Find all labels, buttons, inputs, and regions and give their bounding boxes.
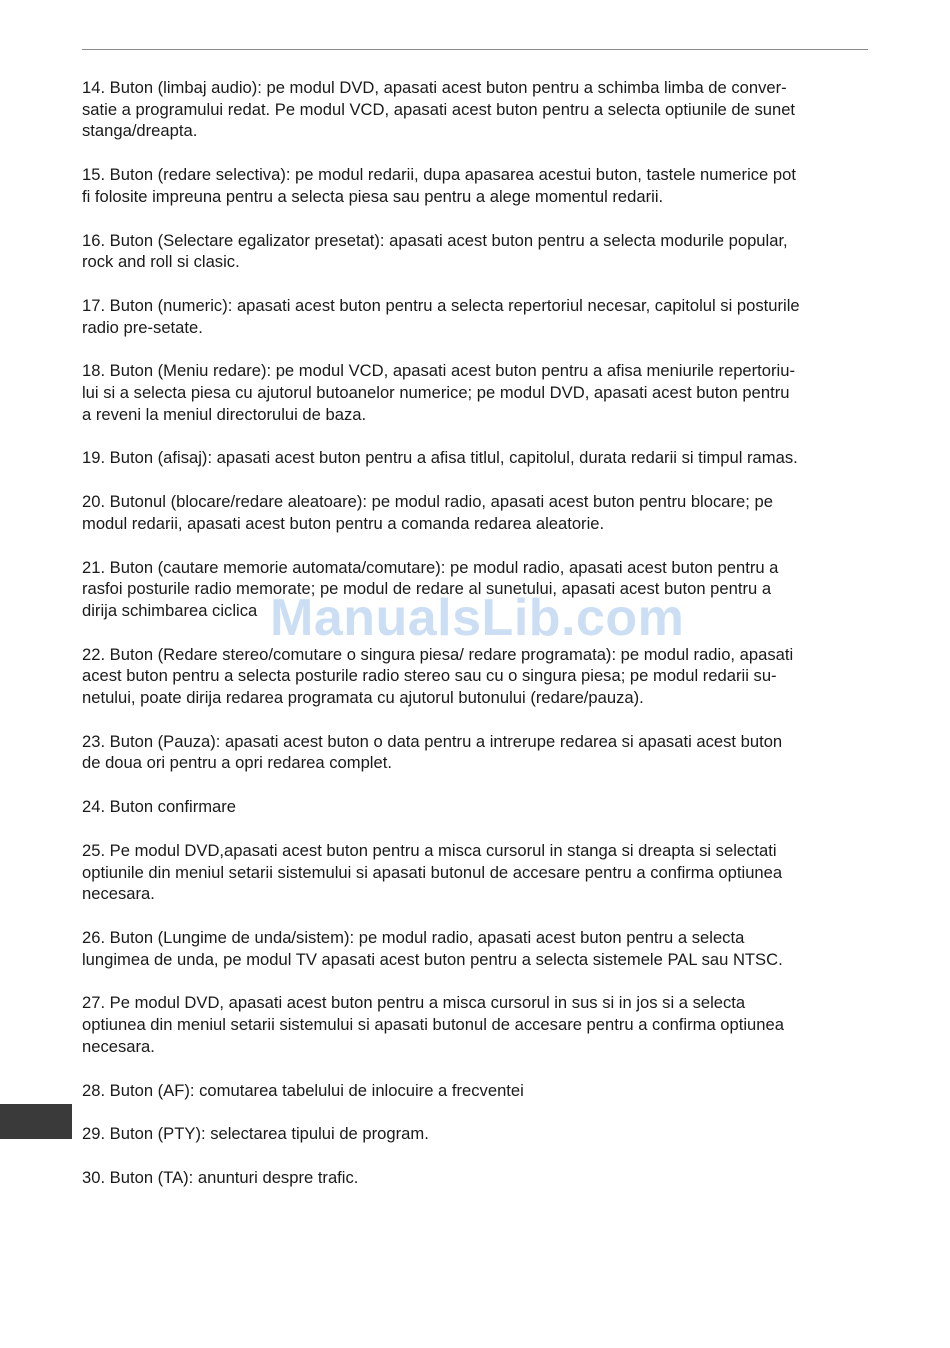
paragraph-item-27 [82,992,872,1057]
manual-content [82,77,872,1211]
text-line: 18. Buton (Meniu redare): pe modul VCD, apasati acest buton pentru a afisa meniurile repertoriu- [82,361,795,381]
text-line: 26. Buton (Lungime de unda/sistem): pe modul radio, apasati acest buton pentru a selecta [82,927,745,947]
text-line: radio pre-setate. [82,317,203,337]
text-line: lungimea de unda, pe modul TV apasati acest buton pentru a selecta sistemele PAL sau NTSC. [82,949,783,969]
text-line: 17. Buton (numeric): apasati acest buton pentru a selecta repertoriul necesar, capitolul si posturile [82,295,800,315]
text-line: 27. Pe modul DVD, apasati acest buton pentru a misca cursorul in sus si in jos si a selecta [82,993,746,1013]
text-line: necesara. [82,1036,155,1056]
text-line: 29. Buton (PTY): selectarea tipului de program. [82,1124,429,1144]
paragraph-item-21 [82,557,872,622]
text-line: 21. Buton (cautare memorie automata/comutare): pe modul radio, apasati acest buton pentru a [82,557,779,577]
text-line: 28. Buton (AF): comutarea tabelului de inlocuire a frecventei [82,1080,524,1100]
text-line: 25. Pe modul DVD,apasati acest buton pentru a misca cursorul in stanga si dreapta si selectati [82,840,777,860]
text-line: lui si a selecta piesa cu ajutorul butoanelor numerice; pe modul DVD, apasati acest buton pentru [82,383,790,403]
paragraph-item-15 [82,164,872,207]
text-line: rasfoi posturile radio memorate; pe modul de redare al sunetului, apasati acest buton pentru a [82,579,772,599]
text-line: 30. Buton (TA): anunturi despre trafic. [82,1167,359,1187]
text-line: rock and roll si clasic. [82,252,240,272]
text-line: 14. Buton (limbaj audio): pe modul DVD, apasati acest buton pentru a schimba limba de conver- [82,78,787,97]
header-rule [82,49,868,50]
text-line: acest buton pentru a selecta posturile radio stereo sau cu o singura piesa; pe modul redarii su- [82,666,777,686]
text-line: necesara. [82,884,155,904]
paragraph-item-25 [82,840,872,905]
text-line: optiunile din meniul setarii sistemului si apasati butonul de accesare pentru a confirma optiunea [82,862,783,882]
text-line: 19. Buton (afisaj): apasati acest buton pentru a afisa titlul, capitolul, durata redarii si timpul ramas. [82,448,798,468]
paragraph-item-23 [82,731,872,774]
paragraph-item-24 [82,796,872,818]
text-line: optiunea din meniul setarii sistemului si apasati butonul de accesare pentru a confirma optiunea [82,1015,784,1035]
text-line: satie a programului redat. Pe modul VCD, apasati acest buton pentru a selecta optiunile de sunet [82,99,796,119]
page-side-tab [0,1104,72,1139]
text-line: de doua ori pentru a opri redarea complet. [82,753,392,773]
paragraph-item-19 [82,447,872,469]
paragraph-item-16 [82,230,872,273]
paragraph-item-14 [82,77,872,142]
text-line: dirija schimbarea ciclica [82,600,258,620]
text-line: a reveni la meniul directorului de baza. [82,404,367,424]
paragraph-item-22 [82,644,872,709]
paragraph-item-28 [82,1080,872,1102]
text-line: 22. Buton (Redare stereo/comutare o singura piesa/ redare programata): pe modul radio, apasati [82,644,794,664]
paragraph-item-26 [82,927,872,970]
text-line: 23. Buton (Pauza): apasati acest buton o data pentru a intrerupe redarea si apasati acest buton [82,731,783,751]
text-line: 16. Buton (Selectare egalizator presetat): apasati acest buton pentru a selecta modurile popular, [82,230,788,250]
paragraph-item-20 [82,491,872,534]
text-line: fi folosite impreuna pentru a selecta piesa sau pentru a alege momentul redarii. [82,186,664,206]
paragraph-item-30 [82,1167,872,1189]
text-line: modul redarii, apasati acest buton pentru a comanda redarea aleatorie. [82,513,605,533]
paragraph-item-29 [82,1123,872,1145]
text-line: 15. Buton (redare selectiva): pe modul redarii, dupa apasarea acestui buton, tastele numerice pot [82,165,796,185]
paragraph-item-17 [82,295,872,338]
watermark-text: ManualsLib.com [270,589,685,647]
text-line: 20. Butonul (blocare/redare aleatoare): pe modul radio, apasati acest buton pentru blocare; pe [82,492,773,512]
text-line: netului, poate dirija redarea programata cu ajutorul butonului (redare/pauza). [82,688,644,708]
text-line: 24. Buton confirmare [82,797,237,817]
paragraph-item-18 [82,360,872,425]
text-line: stanga/dreapta. [82,121,198,141]
